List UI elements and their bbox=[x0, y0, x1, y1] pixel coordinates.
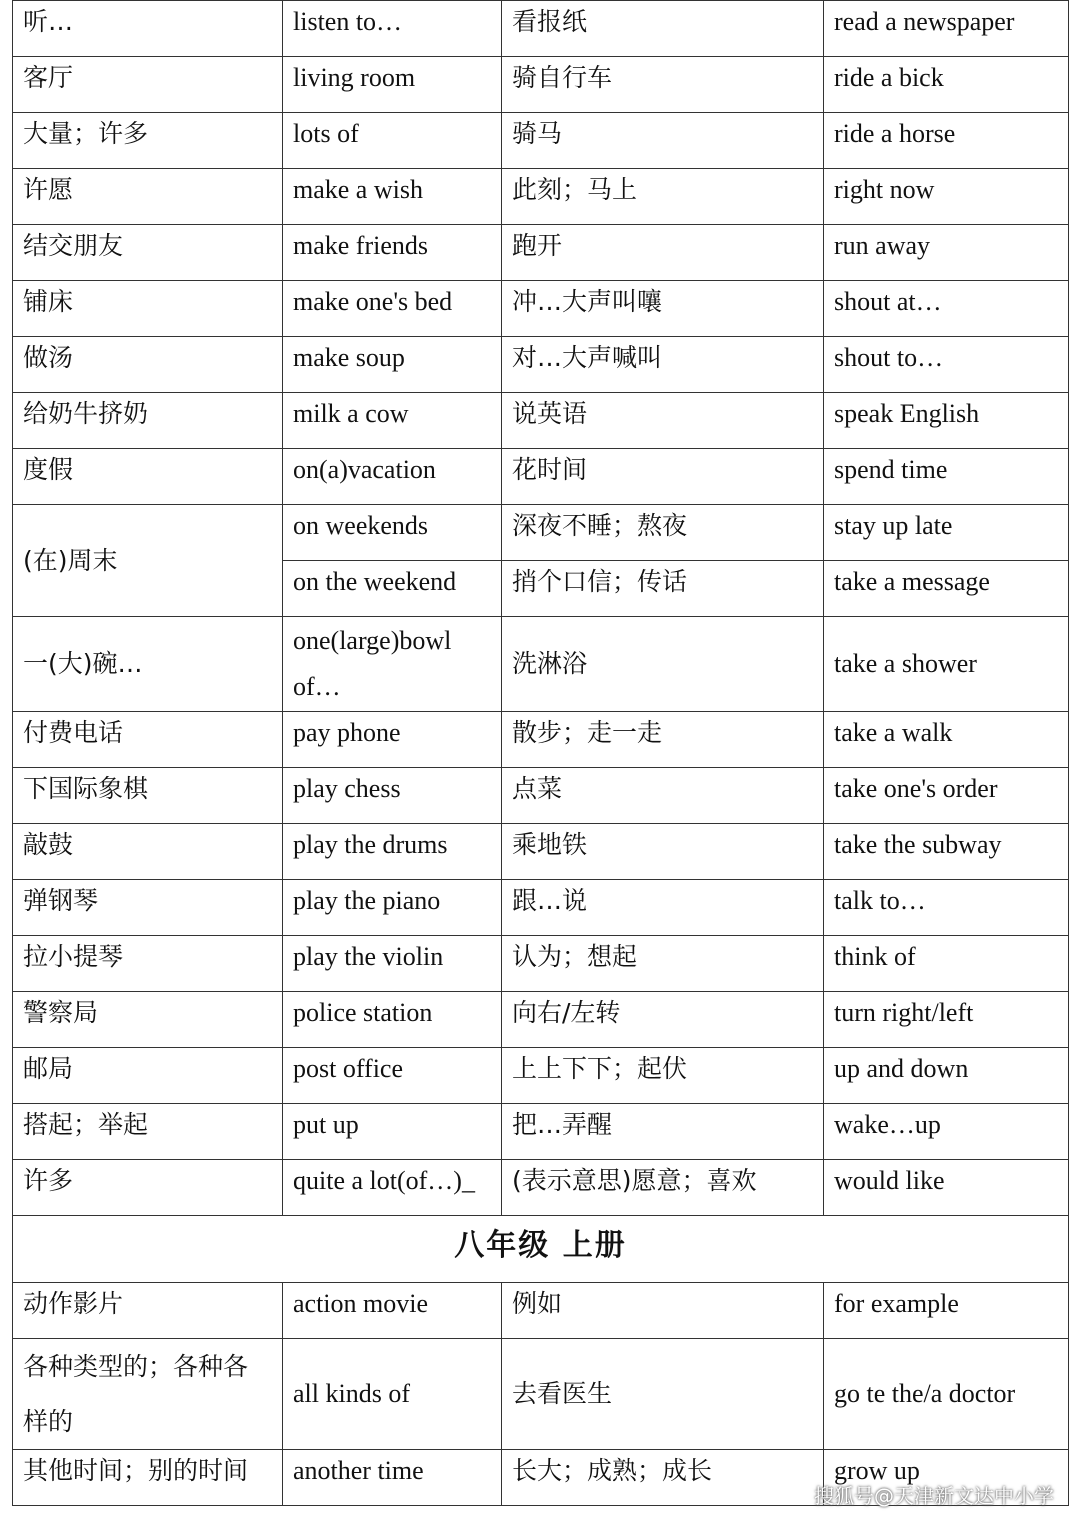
english-phrase: on the weekend bbox=[283, 561, 502, 617]
chinese-term: 许多 bbox=[13, 1160, 283, 1216]
english-phrase: turn right/left bbox=[824, 992, 1069, 1048]
english-phrase: ride a bick bbox=[824, 57, 1069, 113]
section-title: 八年级 上册 bbox=[13, 1216, 1069, 1283]
chinese-term: 许愿 bbox=[13, 169, 283, 225]
english-phrase: play the piano bbox=[283, 880, 502, 936]
table-row bbox=[13, 768, 1069, 824]
chinese-term: 向右/左转 bbox=[502, 992, 824, 1048]
chinese-term: 做汤 bbox=[13, 337, 283, 393]
table-row bbox=[13, 505, 1069, 561]
chinese-term: 说英语 bbox=[502, 393, 824, 449]
chinese-term: 例如 bbox=[502, 1283, 824, 1339]
table-row bbox=[13, 1, 1069, 57]
chinese-term: 邮局 bbox=[13, 1048, 283, 1104]
table-row bbox=[13, 712, 1069, 768]
english-phrase: put up bbox=[283, 1104, 502, 1160]
english-phrase: take the subway bbox=[824, 824, 1069, 880]
chinese-term: 骑马 bbox=[502, 113, 824, 169]
table-row bbox=[13, 1216, 1069, 1283]
chinese-term: (表示意思)愿意；喜欢 bbox=[502, 1160, 824, 1216]
chinese-term: 一(大)碗… bbox=[13, 617, 283, 712]
english-phrase: would like bbox=[824, 1160, 1069, 1216]
chinese-term: 弹钢琴 bbox=[13, 880, 283, 936]
table-row bbox=[13, 617, 1069, 712]
english-phrase: go te the/a doctor bbox=[824, 1339, 1069, 1450]
chinese-term: 冲…大声叫嚷 bbox=[502, 281, 824, 337]
chinese-term: 跟…说 bbox=[502, 880, 824, 936]
chinese-term: 洗淋浴 bbox=[502, 617, 824, 712]
chinese-term: (在)周末 bbox=[13, 505, 283, 617]
table-row bbox=[13, 113, 1069, 169]
table-row bbox=[13, 880, 1069, 936]
english-phrase: run away bbox=[824, 225, 1069, 281]
english-phrase: talk to… bbox=[824, 880, 1069, 936]
chinese-term: 长大；成熟；成长 bbox=[502, 1450, 824, 1506]
table-row bbox=[13, 449, 1069, 505]
chinese-term: 大量；许多 bbox=[13, 113, 283, 169]
english-phrase: on weekends bbox=[283, 505, 502, 561]
english-phrase: play the violin bbox=[283, 936, 502, 992]
english-phrase: grow up bbox=[824, 1450, 1069, 1506]
english-phrase: play the drums bbox=[283, 824, 502, 880]
chinese-term: 结交朋友 bbox=[13, 225, 283, 281]
english-phrase: make one's bed bbox=[283, 281, 502, 337]
chinese-term: 认为；想起 bbox=[502, 936, 824, 992]
english-phrase: shout at… bbox=[824, 281, 1069, 337]
chinese-term: 此刻；马上 bbox=[502, 169, 824, 225]
table-row bbox=[13, 169, 1069, 225]
english-phrase: one(large)bowl of… bbox=[283, 617, 502, 712]
english-phrase: wake…up bbox=[824, 1104, 1069, 1160]
chinese-term: 花时间 bbox=[502, 449, 824, 505]
table-row bbox=[13, 1339, 1069, 1450]
chinese-term: 敲鼓 bbox=[13, 824, 283, 880]
table-row bbox=[13, 281, 1069, 337]
english-phrase: take one's order bbox=[824, 768, 1069, 824]
chinese-term: 付费电话 bbox=[13, 712, 283, 768]
chinese-term: 对…大声喊叫 bbox=[502, 337, 824, 393]
english-phrase: play chess bbox=[283, 768, 502, 824]
chinese-term: 警察局 bbox=[13, 992, 283, 1048]
chinese-term: 去看医生 bbox=[502, 1339, 824, 1450]
english-phrase: take a message bbox=[824, 561, 1069, 617]
table-row bbox=[13, 992, 1069, 1048]
chinese-term: 骑自行车 bbox=[502, 57, 824, 113]
english-phrase: police station bbox=[283, 992, 502, 1048]
chinese-term: 点菜 bbox=[502, 768, 824, 824]
chinese-term: 跑开 bbox=[502, 225, 824, 281]
english-phrase: another time bbox=[283, 1450, 502, 1506]
english-phrase: stay up late bbox=[824, 505, 1069, 561]
table-row bbox=[13, 57, 1069, 113]
english-phrase: milk a cow bbox=[283, 393, 502, 449]
english-phrase: take a walk bbox=[824, 712, 1069, 768]
table-row bbox=[13, 225, 1069, 281]
vocabulary-table bbox=[12, 0, 1069, 1506]
english-phrase: make a wish bbox=[283, 169, 502, 225]
english-phrase: for example bbox=[824, 1283, 1069, 1339]
chinese-term: 客厅 bbox=[13, 57, 283, 113]
english-phrase: make soup bbox=[283, 337, 502, 393]
english-phrase: all kinds of bbox=[283, 1339, 502, 1450]
table-row bbox=[13, 337, 1069, 393]
english-phrase: ride a horse bbox=[824, 113, 1069, 169]
english-phrase: speak English bbox=[824, 393, 1069, 449]
english-phrase: on(a)vacation bbox=[283, 449, 502, 505]
table-row bbox=[13, 824, 1069, 880]
english-phrase: living room bbox=[283, 57, 502, 113]
table-row bbox=[13, 1104, 1069, 1160]
english-phrase: take a shower bbox=[824, 617, 1069, 712]
chinese-term: 散步；走一走 bbox=[502, 712, 824, 768]
chinese-term: 看报纸 bbox=[502, 1, 824, 57]
table-row bbox=[13, 393, 1069, 449]
english-phrase: post office bbox=[283, 1048, 502, 1104]
english-phrase: spend time bbox=[824, 449, 1069, 505]
chinese-term: 各种类型的；各种各样的 bbox=[13, 1339, 283, 1450]
english-phrase: quite a lot(of…)_ bbox=[283, 1160, 502, 1216]
english-phrase: think of bbox=[824, 936, 1069, 992]
chinese-term: 乘地铁 bbox=[502, 824, 824, 880]
chinese-term: 把…弄醒 bbox=[502, 1104, 824, 1160]
chinese-term: 深夜不睡；熬夜 bbox=[502, 505, 824, 561]
english-phrase: up and down bbox=[824, 1048, 1069, 1104]
chinese-term: 拉小提琴 bbox=[13, 936, 283, 992]
english-phrase: read a newspaper bbox=[824, 1, 1069, 57]
english-phrase: shout to… bbox=[824, 337, 1069, 393]
chinese-term: 给奶牛挤奶 bbox=[13, 393, 283, 449]
chinese-term: 度假 bbox=[13, 449, 283, 505]
chinese-term: 上上下下；起伏 bbox=[502, 1048, 824, 1104]
english-phrase: lots of bbox=[283, 113, 502, 169]
english-phrase: pay phone bbox=[283, 712, 502, 768]
table-row bbox=[13, 1048, 1069, 1104]
table-row bbox=[13, 1160, 1069, 1216]
table-row bbox=[13, 936, 1069, 992]
watermark: 搜狐号@天津新文达中小学 bbox=[814, 1484, 1054, 1508]
english-phrase: make friends bbox=[283, 225, 502, 281]
english-phrase: right now bbox=[824, 169, 1069, 225]
chinese-term: 搭起；举起 bbox=[13, 1104, 283, 1160]
chinese-term: 捎个口信；传话 bbox=[502, 561, 824, 617]
chinese-term: 动作影片 bbox=[13, 1283, 283, 1339]
chinese-term: 其他时间；别的时间 bbox=[13, 1450, 283, 1506]
chinese-term: 下国际象棋 bbox=[13, 768, 283, 824]
english-phrase: listen to… bbox=[283, 1, 502, 57]
table-row bbox=[13, 1283, 1069, 1339]
chinese-term: 听… bbox=[13, 1, 283, 57]
english-phrase: action movie bbox=[283, 1283, 502, 1339]
chinese-term: 铺床 bbox=[13, 281, 283, 337]
